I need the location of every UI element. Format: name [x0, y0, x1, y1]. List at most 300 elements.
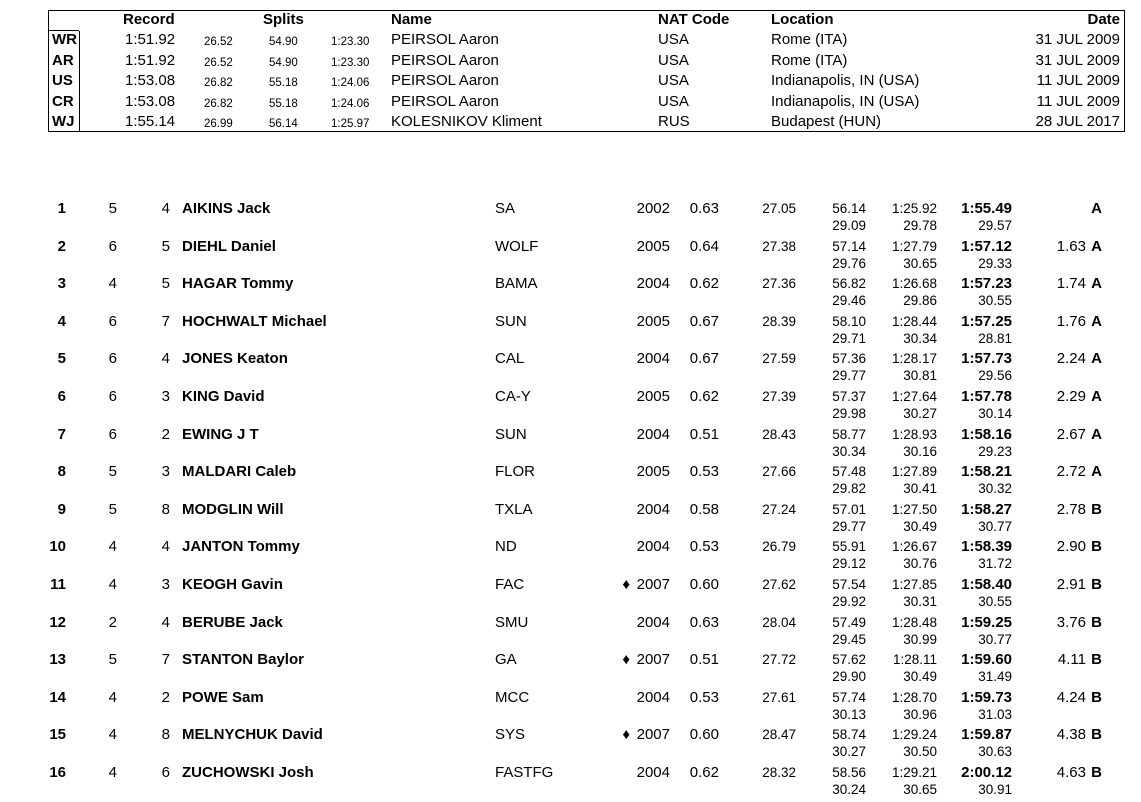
- result-time-behind: 2.78: [1056, 500, 1086, 518]
- result-split-50: 27.38: [762, 238, 796, 254]
- result-time-behind: 1.74: [1056, 275, 1086, 293]
- result-team: SYS: [495, 726, 526, 744]
- result-heat: 6: [108, 425, 117, 443]
- record-split-100: 55.18: [269, 77, 298, 89]
- record-code: US: [52, 72, 73, 89]
- result-lap-150: 30.27: [903, 406, 937, 421]
- result-row: [0, 651, 1141, 689]
- record-code: WJ: [52, 113, 75, 130]
- result-lap-100: 29.76: [832, 255, 866, 271]
- result-team: WOLF: [495, 237, 539, 255]
- result-lap-150: 30.31: [903, 594, 937, 609]
- result-split-50: 27.59: [762, 351, 796, 367]
- record-time: 1:51.92: [125, 51, 176, 69]
- result-split-50: 27.05: [762, 201, 796, 216]
- result-lap-200: 30.63: [978, 744, 1012, 760]
- result-row: [0, 764, 1141, 802]
- result-lap-150: 30.41: [903, 481, 937, 497]
- result-birth-marker: ♦: [622, 576, 630, 593]
- result-name: AIKINS Jack: [182, 200, 271, 217]
- result-row: [0, 275, 1141, 313]
- record-nat: USA: [658, 72, 689, 89]
- result-split-100: 56.14: [832, 201, 866, 216]
- result-birth-year: 2007: [636, 576, 670, 593]
- result-lap-150: 30.99: [903, 631, 937, 647]
- result-time-behind: 2.24: [1056, 350, 1086, 368]
- result-lane: 7: [161, 312, 170, 330]
- result-split-150: 1:28.48: [891, 614, 937, 630]
- result-reaction-time: 0.67: [689, 312, 719, 330]
- result-rank: 9: [57, 500, 66, 518]
- result-team: GA: [495, 651, 517, 669]
- result-qualifier: B: [1091, 726, 1102, 744]
- record-nat: USA: [658, 31, 689, 48]
- result-time-behind: 2.91: [1056, 576, 1086, 593]
- result-lane: 8: [161, 726, 170, 744]
- result-heat: 6: [108, 237, 117, 255]
- result-reaction-time: 0.67: [689, 350, 719, 368]
- result-split-100: 57.37: [832, 389, 866, 404]
- result-qualifier: A: [1091, 237, 1102, 255]
- result-reaction-time: 0.53: [689, 538, 719, 556]
- result-reaction-time: 0.60: [689, 576, 719, 593]
- result-split-50: 28.43: [762, 426, 796, 442]
- result-reaction-time: 0.53: [689, 463, 719, 481]
- result-lane: 4: [161, 538, 170, 556]
- result-team: SA: [495, 200, 516, 217]
- result-heat: 6: [108, 312, 117, 330]
- record-code: CR: [52, 92, 74, 110]
- result-heat: 4: [108, 275, 117, 293]
- result-row: [0, 200, 1141, 238]
- record-time: 1:55.14: [125, 113, 176, 130]
- result-rank: 14: [49, 688, 66, 706]
- result-qualifier: B: [1091, 651, 1102, 669]
- record-nat: RUS: [658, 113, 690, 130]
- result-split-100: 57.01: [832, 501, 866, 517]
- result-name: MALDARI Caleb: [182, 463, 297, 481]
- result-birth-year: 2002: [636, 200, 670, 217]
- result-lap-200: 31.03: [978, 706, 1012, 722]
- result-team: TXLA: [495, 500, 533, 518]
- result-lap-150: 29.86: [903, 293, 937, 309]
- result-rank: 6: [57, 388, 66, 405]
- record-split-50: 26.99: [204, 118, 233, 130]
- result-time-behind: 4.11: [1057, 651, 1086, 669]
- result-row: [0, 350, 1141, 388]
- result-row: [0, 238, 1141, 276]
- result-name: KING David: [182, 388, 265, 405]
- result-split-50: 28.47: [762, 727, 796, 743]
- result-time-behind: 4.24: [1056, 688, 1086, 706]
- result-split-150: 1:25.92: [891, 201, 937, 216]
- result-reaction-time: 0.63: [689, 613, 719, 631]
- result-reaction-time: 0.62: [689, 764, 719, 781]
- result-lap-200: 30.55: [978, 293, 1012, 309]
- result-lap-100: 29.92: [832, 594, 866, 609]
- result-row: [0, 614, 1141, 652]
- result-split-150: 1:28.11: [892, 652, 937, 668]
- result-rank: 12: [49, 613, 66, 631]
- result-birth-marker: ♦: [622, 651, 630, 669]
- result-lap-200: 29.57: [978, 218, 1012, 233]
- result-lap-150: 30.16: [903, 443, 937, 459]
- result-split-50: 27.39: [762, 389, 796, 404]
- result-lane: 2: [161, 425, 170, 443]
- result-name: JANTON Tommy: [182, 538, 300, 556]
- result-heat: 4: [108, 764, 117, 781]
- result-split-50: 28.39: [762, 313, 796, 329]
- result-birth-year: 2004: [636, 500, 670, 518]
- record-split-150: 1:24.06: [331, 97, 370, 110]
- result-reaction-time: 0.53: [689, 688, 719, 706]
- record-row: [49, 51, 1124, 71]
- records-header-record: Record: [123, 11, 175, 28]
- result-lap-200: 29.56: [978, 368, 1012, 384]
- result-row: [0, 388, 1141, 426]
- result-lane: 4: [161, 200, 170, 217]
- result-lap-100: 29.45: [832, 631, 866, 647]
- result-split-100: 56.82: [832, 276, 866, 292]
- result-lane: 4: [161, 613, 170, 631]
- result-final-time: 1:59.87: [961, 726, 1012, 744]
- result-lap-150: 30.50: [903, 744, 937, 760]
- result-name: STANTON Baylor: [182, 651, 304, 669]
- result-split-150: 1:28.44: [891, 313, 937, 329]
- result-split-50: 27.36: [762, 276, 796, 292]
- result-lane: 3: [161, 463, 170, 481]
- result-team: SUN: [495, 425, 527, 443]
- result-final-time: 1:58.16: [961, 425, 1012, 443]
- result-lap-200: 30.55: [978, 594, 1012, 609]
- record-name: PEIRSOL Aaron: [391, 31, 499, 48]
- result-split-150: 1:27.79: [891, 238, 937, 254]
- record-time: 1:53.08: [125, 92, 176, 110]
- record-split-100: 54.90: [269, 36, 298, 48]
- result-split-50: 27.62: [762, 577, 796, 592]
- result-team: SMU: [495, 613, 529, 631]
- result-final-time: 1:58.21: [961, 463, 1012, 481]
- result-split-100: 57.49: [832, 614, 866, 630]
- result-lap-100: 30.24: [832, 782, 866, 797]
- result-lap-150: 29.78: [903, 218, 937, 233]
- result-lap-200: 31.49: [978, 669, 1012, 685]
- result-split-100: 57.36: [832, 351, 866, 367]
- result-heat: 6: [108, 388, 117, 405]
- result-lap-100: 29.77: [832, 368, 866, 384]
- result-reaction-time: 0.51: [689, 651, 719, 669]
- result-time-behind: 4.63: [1056, 764, 1086, 781]
- record-row: [49, 92, 1124, 112]
- result-qualifier: B: [1091, 764, 1102, 781]
- result-lap-200: 30.14: [978, 406, 1012, 421]
- result-lap-200: 30.91: [978, 782, 1012, 797]
- result-birth-marker: ♦: [622, 726, 630, 744]
- result-birth-year: 2005: [636, 312, 670, 330]
- result-lap-150: 30.76: [903, 556, 937, 572]
- result-birth-year: 2004: [636, 688, 670, 706]
- result-lap-150: 30.96: [903, 706, 937, 722]
- result-split-50: 28.32: [762, 765, 796, 780]
- result-birth-year: 2004: [636, 538, 670, 556]
- record-split-150: 1:23.30: [331, 36, 370, 48]
- result-lap-100: 29.82: [832, 481, 866, 497]
- record-date: 11 JUL 2009: [1036, 92, 1120, 110]
- result-team: SUN: [495, 312, 527, 330]
- result-time-behind: 3.76: [1056, 613, 1086, 631]
- result-lap-100: 29.90: [832, 669, 866, 685]
- result-lap-100: 29.09: [832, 218, 866, 233]
- result-team: CAL: [495, 350, 525, 368]
- result-birth-year: 2005: [636, 237, 670, 255]
- result-name: JONES Keaton: [182, 350, 288, 368]
- result-birth-year: 2004: [636, 350, 670, 368]
- record-code: AR: [52, 51, 74, 69]
- result-qualifier: A: [1091, 425, 1102, 443]
- result-time-behind: 2.67: [1056, 425, 1086, 443]
- result-split-150: 1:27.85: [891, 577, 937, 592]
- result-row: [0, 689, 1141, 727]
- result-birth-year: 2004: [636, 613, 670, 631]
- records-header-nat: NAT Code: [658, 11, 730, 28]
- result-split-100: 57.74: [832, 689, 866, 705]
- record-split-100: 55.18: [269, 97, 298, 110]
- result-time-behind: 4.38: [1056, 726, 1086, 744]
- result-rank: 11: [50, 576, 66, 593]
- result-qualifier: B: [1091, 500, 1102, 518]
- records-header-splits: Splits: [263, 11, 304, 28]
- result-name: MELNYCHUK David: [182, 726, 323, 744]
- record-code: WR: [52, 31, 77, 48]
- record-split-100: 56.14: [269, 118, 298, 130]
- result-qualifier: A: [1091, 312, 1102, 330]
- record-date: 11 JUL 2009: [1036, 72, 1120, 89]
- result-heat: 6: [108, 350, 117, 368]
- result-split-50: 28.04: [762, 614, 796, 630]
- result-heat: 5: [108, 651, 117, 669]
- result-qualifier: A: [1091, 275, 1102, 293]
- result-final-time: 1:58.39: [961, 538, 1012, 556]
- result-lap-150: 30.49: [903, 518, 937, 534]
- result-name: HAGAR Tommy: [182, 275, 294, 293]
- record-date: 31 JUL 2009: [1035, 31, 1120, 48]
- result-final-time: 1:58.27: [961, 500, 1012, 518]
- result-split-50: 27.66: [762, 464, 796, 480]
- result-final-time: 1:57.73: [961, 350, 1012, 368]
- result-split-150: 1:27.50: [891, 501, 937, 517]
- result-split-100: 58.56: [832, 765, 866, 780]
- result-final-time: 1:58.40: [961, 576, 1012, 593]
- result-rank: 2: [57, 237, 66, 255]
- result-reaction-time: 0.64: [689, 237, 719, 255]
- result-reaction-time: 0.63: [689, 200, 719, 217]
- result-final-time: 1:57.78: [961, 388, 1012, 405]
- result-row: [0, 463, 1141, 501]
- result-rank: 13: [49, 651, 66, 669]
- result-lap-150: 30.65: [903, 255, 937, 271]
- result-time-behind: 1.76: [1056, 312, 1086, 330]
- record-name: KOLESNIKOV Kliment: [391, 113, 542, 130]
- records-header-date: Date: [1087, 11, 1120, 28]
- result-heat: 4: [108, 688, 117, 706]
- result-lane: 6: [161, 764, 170, 781]
- result-name: MODGLIN Will: [182, 500, 284, 518]
- result-lane: 3: [161, 388, 170, 405]
- result-birth-year: 2004: [636, 764, 670, 781]
- result-lap-200: 31.72: [978, 556, 1012, 572]
- result-lane: 4: [161, 350, 170, 368]
- result-heat: 5: [108, 463, 117, 481]
- result-lap-100: 29.12: [832, 556, 866, 572]
- result-lap-150: 30.81: [903, 368, 937, 384]
- result-reaction-time: 0.62: [689, 275, 719, 293]
- result-split-150: 1:28.17: [891, 351, 937, 367]
- result-time-behind: 2.90: [1056, 538, 1086, 556]
- record-name: PEIRSOL Aaron: [391, 51, 499, 69]
- result-rank: 16: [49, 764, 66, 781]
- result-qualifier: A: [1091, 200, 1102, 217]
- result-team: FAC: [495, 576, 525, 593]
- result-final-time: 1:59.73: [961, 688, 1012, 706]
- result-row: [0, 538, 1141, 576]
- record-date: 28 JUL 2017: [1035, 113, 1120, 130]
- result-heat: 4: [108, 576, 117, 593]
- result-name: EWING J T: [182, 425, 259, 443]
- record-split-50: 26.52: [204, 56, 233, 69]
- record-location: Indianapolis, IN (USA): [771, 92, 920, 110]
- result-lap-100: 29.71: [832, 330, 866, 346]
- result-lap-200: 30.77: [978, 631, 1012, 647]
- result-time-behind: 2.29: [1056, 388, 1086, 405]
- record-name: PEIRSOL Aaron: [391, 92, 499, 110]
- result-name: KEOGH Gavin: [182, 576, 283, 593]
- result-team: CA-Y: [495, 388, 531, 405]
- record-split-150: 1:24.06: [331, 77, 370, 89]
- result-lane: 5: [161, 275, 170, 293]
- result-row: [0, 501, 1141, 539]
- result-birth-year: 2005: [636, 463, 670, 481]
- result-lane: 3: [161, 576, 170, 593]
- result-lap-150: 30.49: [903, 669, 937, 685]
- result-qualifier: B: [1091, 538, 1102, 556]
- result-rank: 7: [57, 425, 66, 443]
- result-birth-year: 2005: [636, 388, 670, 405]
- result-lap-150: 30.65: [903, 782, 937, 797]
- result-birth-year: 2004: [636, 425, 670, 443]
- result-row: [0, 313, 1141, 351]
- record-nat: USA: [658, 92, 689, 110]
- result-final-time: 1:57.25: [961, 312, 1012, 330]
- result-team: FLOR: [495, 463, 536, 481]
- record-split-50: 26.82: [204, 97, 233, 110]
- result-reaction-time: 0.60: [689, 726, 719, 744]
- result-split-100: 57.62: [832, 652, 866, 668]
- result-rank: 15: [49, 726, 66, 744]
- record-row: [49, 112, 1124, 132]
- result-qualifier: B: [1091, 688, 1102, 706]
- result-qualifier: A: [1091, 350, 1102, 368]
- result-time-behind: 1.63: [1056, 237, 1086, 255]
- result-split-150: 1:26.67: [891, 539, 937, 555]
- record-location: Budapest (HUN): [771, 113, 882, 130]
- result-split-150: 1:28.70: [891, 689, 937, 705]
- result-name: ZUCHOWSKI Josh: [182, 764, 314, 781]
- record-name: PEIRSOL Aaron: [391, 72, 499, 89]
- result-birth-year: 2007: [636, 651, 670, 669]
- records-header-name: Name: [391, 11, 432, 28]
- result-rank: 8: [57, 463, 66, 481]
- result-final-time: 2:00.12: [961, 764, 1012, 781]
- result-split-150: 1:27.64: [891, 389, 937, 404]
- result-reaction-time: 0.62: [689, 388, 719, 405]
- result-split-50: 26.79: [762, 539, 796, 555]
- result-lane: 7: [161, 651, 170, 669]
- record-row: [49, 71, 1124, 91]
- result-heat: 4: [108, 726, 117, 744]
- result-team: FASTFG: [495, 764, 554, 781]
- result-lap-200: 29.33: [978, 255, 1012, 271]
- result-qualifier: B: [1091, 576, 1102, 593]
- record-split-150: 1:23.30: [331, 56, 370, 69]
- record-location: Indianapolis, IN (USA): [771, 72, 920, 89]
- result-final-time: 1:59.60: [961, 651, 1012, 669]
- result-lap-100: 30.13: [832, 706, 866, 722]
- result-lane: 2: [161, 688, 170, 706]
- result-lap-200: 30.32: [978, 481, 1012, 497]
- result-split-100: 57.14: [832, 238, 866, 254]
- result-split-100: 55.91: [832, 539, 866, 555]
- result-split-50: 27.24: [762, 501, 796, 517]
- result-team: MCC: [495, 688, 530, 706]
- result-final-time: 1:57.12: [961, 237, 1012, 255]
- result-lane: 8: [161, 500, 170, 518]
- result-qualifier: A: [1091, 463, 1102, 481]
- result-split-100: 58.77: [832, 426, 866, 442]
- result-lap-100: 30.34: [832, 443, 866, 459]
- result-lap-100: 30.27: [832, 744, 866, 760]
- result-split-150: 1:28.93: [891, 426, 937, 442]
- result-lap-150: 30.34: [903, 330, 937, 346]
- result-team: ND: [495, 538, 517, 556]
- record-split-100: 54.90: [269, 56, 298, 69]
- record-split-50: 26.52: [204, 36, 233, 48]
- result-heat: 5: [108, 200, 117, 217]
- result-row: [0, 726, 1141, 764]
- record-date: 31 JUL 2009: [1035, 51, 1120, 69]
- result-split-150: 1:29.21: [891, 765, 937, 780]
- result-split-100: 58.74: [832, 727, 866, 743]
- result-final-time: 1:55.49: [961, 200, 1012, 217]
- result-row: [0, 576, 1141, 614]
- record-time: 1:51.92: [125, 31, 176, 48]
- record-row: [49, 30, 1124, 50]
- result-lap-200: 28.81: [978, 330, 1012, 346]
- record-time: 1:53.08: [125, 72, 176, 89]
- result-rank: 10: [49, 538, 66, 556]
- result-reaction-time: 0.58: [689, 500, 719, 518]
- result-rank: 5: [57, 350, 66, 368]
- record-split-50: 26.82: [204, 77, 233, 89]
- result-lane: 5: [161, 237, 170, 255]
- result-team: BAMA: [495, 275, 538, 293]
- result-lap-200: 30.77: [978, 518, 1012, 534]
- result-name: HOCHWALT Michael: [182, 312, 327, 330]
- result-lap-100: 29.77: [832, 518, 866, 534]
- result-name: POWE Sam: [182, 688, 264, 706]
- record-location: Rome (ITA): [771, 31, 848, 48]
- record-location: Rome (ITA): [771, 51, 848, 69]
- result-split-100: 57.48: [832, 464, 866, 480]
